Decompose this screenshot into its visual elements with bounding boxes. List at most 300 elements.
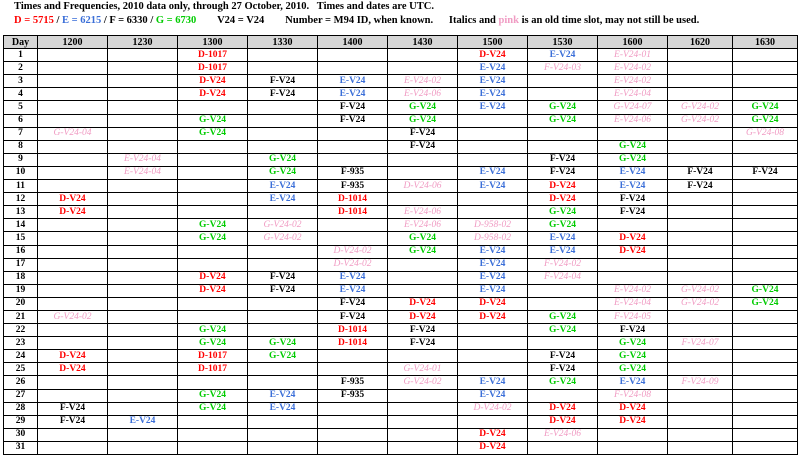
table-cell: D-V24 [458,297,528,310]
table-cell [108,350,178,363]
table-cell [108,363,178,376]
table-cell [248,415,318,428]
table-cell [668,245,733,258]
table-cell [108,324,178,337]
table-cell [388,258,458,271]
table-row [4,376,798,389]
table-cell: D-V24 [528,193,598,206]
table-row [4,193,798,206]
day-cell: 24 [4,350,38,363]
table-cell [38,140,108,153]
table-cell [668,75,733,88]
table-cell: G-V24-04 [38,127,108,140]
table-cell [598,219,668,232]
table-cell [318,402,388,415]
day-cell: 17 [4,258,38,271]
table-cell [108,232,178,245]
day-cell: 3 [4,75,38,88]
table-cell [38,297,108,310]
table-cell [733,271,798,284]
table-cell: D-V24 [598,402,668,415]
table-cell [178,310,248,323]
table-row [4,337,798,350]
column-header: 1230 [108,36,178,49]
legend-g: G = 6730 [155,15,197,26]
table-cell [528,389,598,402]
table-cell [733,245,798,258]
table-cell [668,49,733,62]
table-cell [733,232,798,245]
table-cell [318,62,388,75]
table-cell [318,153,388,166]
table-cell [388,166,458,179]
table-cell [248,324,318,337]
column-header: 1300 [178,36,248,49]
table-cell: G-V24 [178,324,248,337]
table-cell: F-935 [318,376,388,389]
table-cell [108,114,178,127]
table-cell: G-V24 [528,101,598,114]
table-cell: D-V24-02 [458,402,528,415]
table-cell [733,206,798,219]
table-cell [458,140,528,153]
table-cell: E-V24 [458,62,528,75]
table-cell [733,62,798,75]
table-cell [668,206,733,219]
table-cell: D-958-02 [458,219,528,232]
legend-italics-post: is an old time slot, may not still be used. [518,15,700,26]
table-row [4,88,798,101]
table-cell: G-V24 [598,350,668,363]
table-cell [108,428,178,441]
day-cell: 9 [4,153,38,166]
table-cell [733,75,798,88]
table-cell: F-V24-02 [528,258,598,271]
table-cell: E-V24 [108,415,178,428]
table-cell: D-V24 [458,428,528,441]
table-cell [38,376,108,389]
table-cell [528,441,598,454]
table-cell [733,324,798,337]
table-cell [458,153,528,166]
table-cell: E-V24 [598,166,668,179]
table-cell: E-V24-06 [598,114,668,127]
table-row [4,324,798,337]
table-cell [248,363,318,376]
table-cell: G-V24 [178,219,248,232]
table-cell: G-V24 [388,245,458,258]
table-cell: F-V24 [528,350,598,363]
table-cell [248,297,318,310]
table-cell [108,310,178,323]
table-cell [388,49,458,62]
table-cell [38,75,108,88]
table-cell: E-V24 [458,101,528,114]
table-cell: F-V24 [668,180,733,193]
table-cell [178,180,248,193]
table-cell: G-V24-02 [668,297,733,310]
table-cell [108,389,178,402]
table-cell [248,258,318,271]
table-cell: D-V24 [458,441,528,454]
table-row [4,49,798,62]
table-cell: E-V24-04 [108,166,178,179]
table-cell: G-V24-02 [668,114,733,127]
table-cell [108,62,178,75]
day-cell: 4 [4,88,38,101]
table-cell: E-V24 [458,180,528,193]
table-cell [388,350,458,363]
table-cell: F-V24-09 [668,376,733,389]
table-cell: E-V24 [318,75,388,88]
table-cell [388,153,458,166]
table-cell [458,324,528,337]
table-cell [108,441,178,454]
table-cell: G-V24-02 [388,376,458,389]
table-cell [528,127,598,140]
table-cell [458,193,528,206]
table-cell [668,271,733,284]
table-cell [598,127,668,140]
day-cell: 5 [4,101,38,114]
table-cell [668,127,733,140]
day-cell: 16 [4,245,38,258]
table-row [4,350,798,363]
table-cell [38,166,108,179]
table-cell: D-1014 [318,337,388,350]
table-cell [668,428,733,441]
table-cell: D-1017 [178,350,248,363]
day-cell: 14 [4,219,38,232]
table-cell: G-V24-02 [38,310,108,323]
table-cell [38,428,108,441]
legend-d: D = 5715 [14,15,54,26]
table-cell [38,271,108,284]
table-cell: F-V24-07 [668,337,733,350]
table-cell [458,415,528,428]
table-cell [178,258,248,271]
table-cell: E-V24-04 [598,88,668,101]
table-cell [318,219,388,232]
table-cell: F-V24 [388,127,458,140]
table-cell [668,88,733,101]
table-cell: F-V24 [248,88,318,101]
table-header-row [4,36,798,49]
table-cell: F-V24 [318,297,388,310]
table-cell [318,350,388,363]
table-cell: E-V24 [598,180,668,193]
day-cell: 6 [4,114,38,127]
table-cell: E-V24-06 [388,206,458,219]
table-cell [733,415,798,428]
table-cell [248,428,318,441]
table-cell: G-V24 [528,219,598,232]
column-header: 1200 [38,36,108,49]
table-cell [108,193,178,206]
table-cell: D-V24 [38,363,108,376]
table-cell [38,389,108,402]
column-header: 1500 [458,36,528,49]
table-cell [733,193,798,206]
table-cell: D-V24 [38,206,108,219]
table-cell [733,219,798,232]
day-cell: 1 [4,49,38,62]
table-cell [318,428,388,441]
table-cell [733,140,798,153]
table-cell: D-V24-02 [318,245,388,258]
table-cell [528,337,598,350]
table-row [4,245,798,258]
table-cell [388,415,458,428]
table-cell [248,376,318,389]
table-cell: D-V24 [528,402,598,415]
table-cell: G-V24 [598,363,668,376]
legend-sep: / [147,15,156,26]
table-cell [178,140,248,153]
table-cell [668,258,733,271]
table-cell: G-V24 [178,402,248,415]
table-cell: G-V24 [528,206,598,219]
table-cell [178,428,248,441]
day-cell: 20 [4,297,38,310]
table-cell: F-V24-04 [528,271,598,284]
table-cell [38,88,108,101]
table-cell [38,49,108,62]
table-cell [668,363,733,376]
column-header: 1620 [668,36,733,49]
table-cell: E-V24 [528,49,598,62]
table-cell: G-V24 [248,337,318,350]
table-cell [598,428,668,441]
table-cell: G-V24 [178,389,248,402]
table-cell [248,62,318,75]
table-row [4,297,798,310]
table-cell: F-V24 [668,166,733,179]
table-body [4,49,798,455]
column-header: 1400 [318,36,388,49]
table-cell [733,258,798,271]
table-cell [528,284,598,297]
table-row [4,271,798,284]
column-header: 1630 [733,36,798,49]
table-cell [598,258,668,271]
table-cell [248,441,318,454]
table-row [4,428,798,441]
table-cell: D-V24 [598,245,668,258]
table-cell: G-V24 [733,297,798,310]
table-cell: E-V24 [528,232,598,245]
table-cell [733,389,798,402]
table-cell [38,101,108,114]
table-cell: E-V24 [318,284,388,297]
table-cell: F-V24 [38,415,108,428]
table-cell: E-V24 [248,180,318,193]
table-cell: F-V24 [733,166,798,179]
table-cell [178,441,248,454]
table-cell [248,310,318,323]
day-cell: 21 [4,310,38,323]
legend-number: Number = M94 ID, when known. [285,15,434,26]
day-cell: 2 [4,62,38,75]
table-cell [178,101,248,114]
table-cell: F-935 [318,389,388,402]
table-cell [668,415,733,428]
table-cell: E-V24-02 [598,284,668,297]
table-cell [668,62,733,75]
table-cell [318,49,388,62]
table-row [4,284,798,297]
table-cell: F-V24-05 [598,310,668,323]
legend-italics-pink: pink [498,15,519,26]
table-cell [108,297,178,310]
table-cell [598,271,668,284]
table-cell [38,441,108,454]
day-cell: 10 [4,166,38,179]
table-cell: F-V24-08 [598,389,668,402]
table-cell [178,206,248,219]
table-cell [108,376,178,389]
table-cell: D-V24 [458,49,528,62]
table-row [4,153,798,166]
table-cell [458,350,528,363]
table-cell: E-V24 [458,271,528,284]
column-header: Day [4,36,38,49]
table-cell [668,324,733,337]
table-cell [458,337,528,350]
table-row [4,62,798,75]
table-cell: G-V24 [248,350,318,363]
table-cell [388,284,458,297]
table-cell [668,441,733,454]
table-cell: F-V24 [528,363,598,376]
table-cell: E-V24-06 [388,219,458,232]
table-cell: F-V24 [598,193,668,206]
table-cell [318,232,388,245]
table-cell [528,88,598,101]
table-cell: G-V24 [388,101,458,114]
table-cell [248,127,318,140]
day-cell: 19 [4,284,38,297]
table-cell: D-V24 [388,297,458,310]
table-cell [178,166,248,179]
table-cell: G-V24-02 [668,101,733,114]
table-cell [733,153,798,166]
table-cell [248,114,318,127]
table-cell: E-V24 [458,389,528,402]
day-cell: 23 [4,337,38,350]
table-cell [318,127,388,140]
table-cell: F-935 [318,166,388,179]
table-cell: E-V24-06 [528,428,598,441]
table-row [4,258,798,271]
table-cell: G-V24 [248,166,318,179]
table-cell: D-V24-06 [388,180,458,193]
table-cell [668,402,733,415]
table-cell: E-V24 [318,271,388,284]
table-cell [668,350,733,363]
table-cell [668,232,733,245]
table-cell [108,245,178,258]
day-cell: 11 [4,180,38,193]
table-cell [108,206,178,219]
table-cell [248,245,318,258]
table-row [4,114,798,127]
table-cell: F-V24-03 [528,62,598,75]
day-cell: 25 [4,363,38,376]
table-cell: E-V24-02 [598,62,668,75]
table-cell [108,271,178,284]
table-cell: G-V24-02 [248,232,318,245]
table-cell [38,180,108,193]
table-cell [178,245,248,258]
table-cell: D-V24 [458,310,528,323]
table-cell [248,101,318,114]
table-cell: F-V24 [528,153,598,166]
table-cell: G-V24 [733,284,798,297]
table-cell: E-V24 [458,376,528,389]
table-cell: G-V24 [598,140,668,153]
schedule-table [3,35,798,455]
table-cell [733,350,798,363]
table-cell [108,180,178,193]
table-cell [108,75,178,88]
table-cell [248,140,318,153]
table-cell: G-V24 [248,153,318,166]
day-cell: 28 [4,402,38,415]
table-cell: F-935 [318,180,388,193]
table-cell [528,140,598,153]
table-row [4,232,798,245]
legend-italics-pre: Italics and [448,15,499,26]
table-cell [108,49,178,62]
table-cell [388,193,458,206]
table-cell [38,337,108,350]
table-row [4,310,798,323]
table-cell [733,363,798,376]
table-cell: G-V24-01 [388,363,458,376]
table-cell [178,153,248,166]
table-cell [108,284,178,297]
table-cell [733,402,798,415]
table-cell [38,114,108,127]
table-cell [318,140,388,153]
table-cell: G-V24-02 [248,219,318,232]
table-cell [38,245,108,258]
table-cell [458,114,528,127]
table-cell: D-V24 [528,415,598,428]
table-cell: E-V24 [458,88,528,101]
table-cell [458,363,528,376]
table-cell: D-958-02 [458,232,528,245]
table-cell: G-V24 [388,232,458,245]
table-cell: F-V24 [388,337,458,350]
table-cell: E-V24-02 [388,75,458,88]
table-cell: D-V24 [38,350,108,363]
table-row [4,219,798,232]
table-row [4,140,798,153]
table-cell: G-V24 [528,310,598,323]
table-cell: E-V24-01 [598,49,668,62]
page-header [0,0,800,33]
table-cell: E-V24-06 [388,88,458,101]
table-cell: D-1017 [178,363,248,376]
table-cell [38,153,108,166]
day-cell: 22 [4,324,38,337]
table-cell: G-V24 [528,376,598,389]
table-cell: D-V24 [388,310,458,323]
table-cell: D-V24 [528,180,598,193]
table-cell: F-V24 [248,271,318,284]
